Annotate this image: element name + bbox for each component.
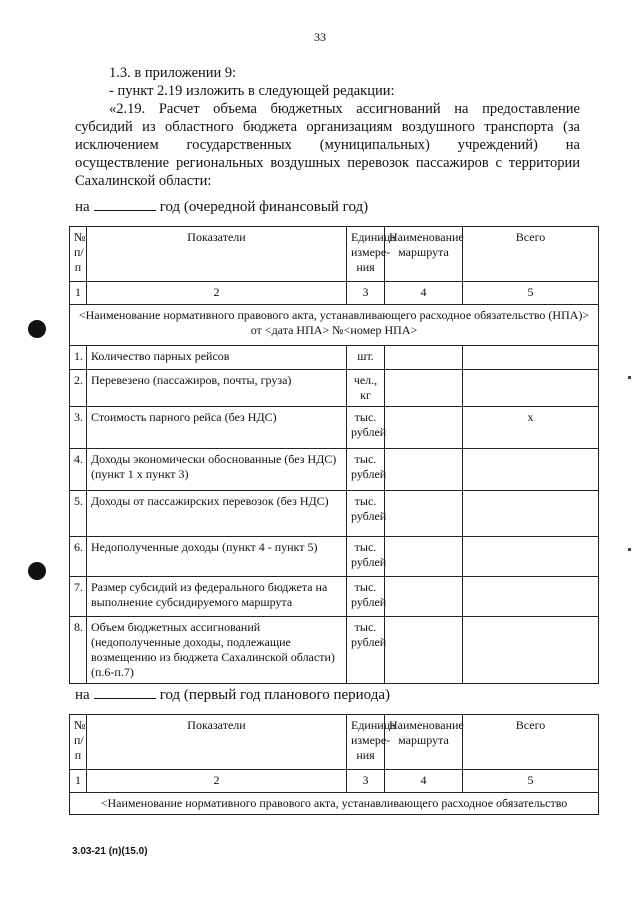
intro-line-2: - пункт 2.19 изложить в следующей редакции: (109, 83, 395, 99)
scan-speck (628, 376, 631, 379)
row-total (463, 617, 599, 684)
row-route (385, 491, 463, 537)
row-unit: шт. (347, 346, 385, 370)
table-row (70, 617, 599, 684)
table1-year-prefix: на (75, 199, 90, 215)
table1-year-line (75, 198, 368, 216)
table-row (70, 370, 599, 407)
table1-year-blank (94, 198, 156, 211)
table-row (70, 537, 599, 577)
row-unit: тыс. рублей (347, 449, 385, 491)
table1-header-row (70, 227, 599, 282)
row-number: 3. (70, 407, 87, 449)
table1-npa-row (70, 305, 599, 346)
table1-colnum-4: 4 (385, 282, 463, 305)
table1-header-route: Наименование маршрута (385, 227, 463, 282)
row-route (385, 537, 463, 577)
table2-header-total: Всего (463, 715, 599, 770)
row-number: 5. (70, 491, 87, 537)
table1-colnum-3: 3 (347, 282, 385, 305)
table1-column-numbers (70, 282, 599, 305)
table2 (69, 714, 599, 815)
row-unit: тыс. рублей (347, 491, 385, 537)
table-row (70, 577, 599, 617)
row-total: х (463, 407, 599, 449)
scan-speck (628, 548, 631, 551)
row-number: 2. (70, 370, 87, 407)
row-total (463, 491, 599, 537)
table1-header-num: № п/п (70, 227, 87, 282)
table2-colnum-4: 4 (385, 770, 463, 793)
table2-column-numbers (70, 770, 599, 793)
table1-colnum-2: 2 (87, 282, 347, 305)
row-route (385, 346, 463, 370)
row-label: Доходы экономически обоснованные (без НДС) (пункт 1 х пункт 3) (87, 449, 347, 491)
table1-header-unit: Единица измере-ния (347, 227, 385, 282)
row-label: Объем бюджетных ассигнований (недополученные доходы, подлежащие возмещению из бюджета Сахалинской области) (п.6-п.7) (87, 617, 347, 684)
table2-colnum-3: 3 (347, 770, 385, 793)
binder-hole-mark (28, 320, 46, 338)
row-total (463, 346, 599, 370)
row-number: 1. (70, 346, 87, 370)
row-label: Количество парных рейсов (87, 346, 347, 370)
table2-year-blank (94, 686, 156, 699)
row-number: 8. (70, 617, 87, 684)
table-row (70, 491, 599, 537)
table2-npa-text: <Наименование нормативного правового акта, устанавливающего расходное обязательство (70, 793, 599, 815)
row-total (463, 537, 599, 577)
table2-colnum-1: 1 (70, 770, 87, 793)
row-route (385, 370, 463, 407)
table2-header-indicators: Показатели (87, 715, 347, 770)
table1-colnum-1: 1 (70, 282, 87, 305)
table1-npa-text: <Наименование нормативного правового акта, устанавливающего расходное обязательство (НПА)> от <дата НПА> №<номер НПА> (70, 305, 599, 346)
table1-colnum-5: 5 (463, 282, 599, 305)
row-unit: тыс. рублей (347, 537, 385, 577)
table2-header-row (70, 715, 599, 770)
table2-year-suffix: год (первый год планового периода) (159, 687, 391, 703)
page-number: 33 (314, 30, 326, 44)
row-number: 7. (70, 577, 87, 617)
row-route (385, 449, 463, 491)
row-label: Стоимость парного рейса (без НДС) (87, 407, 347, 449)
row-route (385, 577, 463, 617)
document-code: 3.03-21 (п)(15.0) (72, 846, 148, 857)
table1-year-suffix: год (очередной финансовый год) (159, 199, 369, 215)
row-total (463, 449, 599, 491)
table-row (70, 346, 599, 370)
table2-year-prefix: на (75, 687, 90, 703)
table2-npa-row (70, 793, 599, 815)
table2-header-unit: Единица измере-ния (347, 715, 385, 770)
row-unit: тыс. рублей (347, 617, 385, 684)
intro-paragraph: «2.19. Расчет объема бюджетных ассигнований на предоставление субсидий из областного бюджета организациям воздушного транспорта (за исключением государственных (муниципальных) учреждений) на осуществление региональных воздушных перевозок пассажиров с территории Сахалинской области: (75, 101, 580, 189)
row-label: Размер субсидий из федерального бюджета на выполнение субсидируемого маршрута (87, 577, 347, 617)
row-number: 6. (70, 537, 87, 577)
row-unit: тыс. рублей (347, 577, 385, 617)
row-route (385, 407, 463, 449)
table2-header-route: Наименование маршрута (385, 715, 463, 770)
table2-year-line (75, 686, 390, 704)
table2-header-num: № п/п (70, 715, 87, 770)
intro-text (75, 64, 580, 190)
table-row (70, 407, 599, 449)
row-total (463, 577, 599, 617)
row-unit: чел., кг (347, 370, 385, 407)
row-route (385, 617, 463, 684)
table-row (70, 449, 599, 491)
table1-header-total: Всего (463, 227, 599, 282)
row-total (463, 370, 599, 407)
row-label: Доходы от пассажирских перевозок (без НДС) (87, 491, 347, 537)
table1 (69, 226, 599, 684)
intro-line-1: 1.3. в приложении 9: (109, 65, 237, 81)
table2-colnum-2: 2 (87, 770, 347, 793)
row-label: Перевезено (пассажиров, почты, груза) (87, 370, 347, 407)
table2-colnum-5: 5 (463, 770, 599, 793)
binder-hole-mark (28, 562, 46, 580)
row-label: Недополученные доходы (пункт 4 - пункт 5) (87, 537, 347, 577)
table1-header-indicators: Показатели (87, 227, 347, 282)
row-number: 4. (70, 449, 87, 491)
row-unit: тыс. рублей (347, 407, 385, 449)
